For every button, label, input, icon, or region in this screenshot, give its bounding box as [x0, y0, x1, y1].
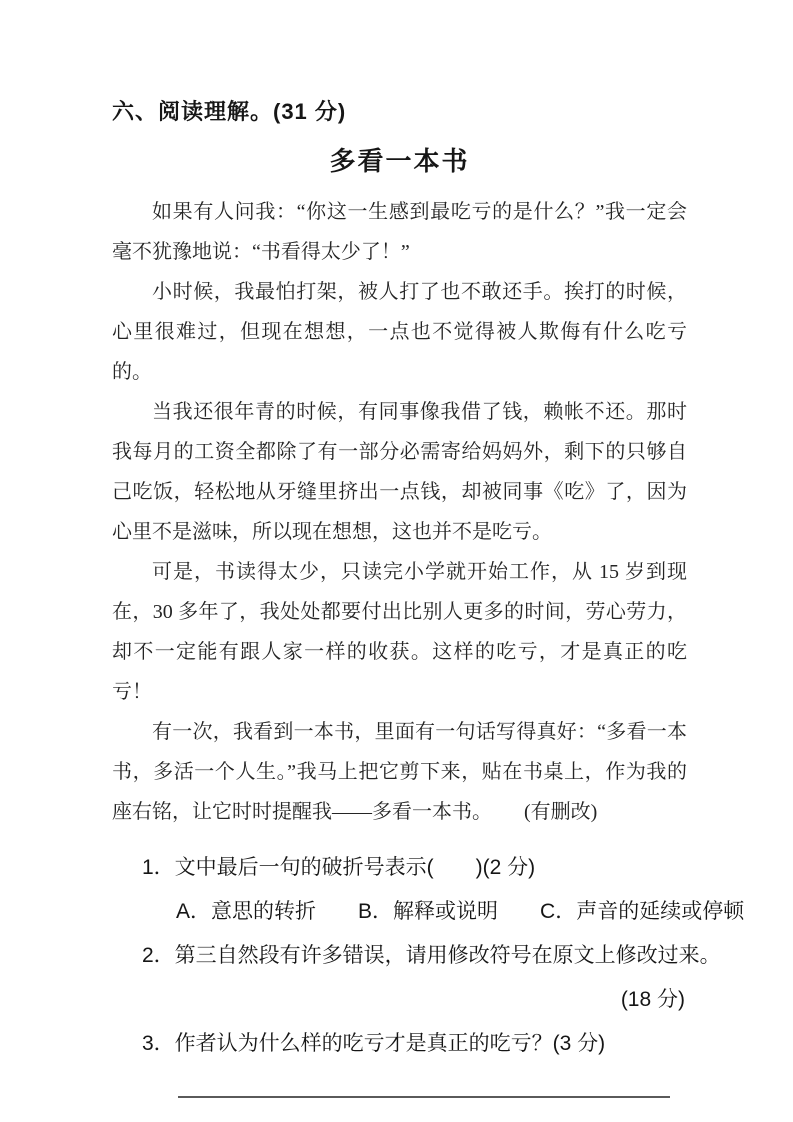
question-3: 3．作者认为什么样的吃亏才是真正的吃亏？(3 分) — [142, 1032, 606, 1055]
question-1-option-a: A．意思的转折 — [176, 900, 317, 923]
passage-paragraph-5-text: 有一次，我看到一本书，里面有一句话写得真好：“多看一本书，多活一个人生。”我马上把它剪下来，贴在书桌上，作为我的座右铭，让它时时提醒我——多看一本书。 — [112, 721, 687, 823]
questions-section — [112, 846, 745, 1098]
question-2: 2．第三自然段有许多错误，请用修改符号在原文上修改过来。 — [142, 944, 721, 967]
source-note: (有删改) — [524, 801, 598, 823]
question-1-option-b: B．解释或说明 — [358, 900, 499, 923]
passage-paragraph-3: 当我还很年青的时候，有同事像我借了钱，赖帐不还。那时我每月的工资全都除了有一部分必需寄给妈妈外，剩下的只够自己吃饭，轻松地从牙缝里挤出一点钱，却被同事《吃》了，因为心里不是滋味，所以现在想想，这也并不是吃亏。 — [112, 401, 687, 543]
passage-title: 多看一本书 — [329, 146, 470, 176]
passage-body — [112, 192, 687, 832]
section-heading: 六、阅读理解。(31 分) — [112, 99, 347, 124]
passage-paragraph-2: 小时候，我最怕打架，被人打了也不敢还手。挨打的时候，心里很难过，但现在想想，一点也不觉得被人欺侮有什么吃亏的。 — [112, 281, 687, 383]
passage-paragraph-5 — [112, 712, 687, 832]
answer-line — [178, 1096, 670, 1098]
page-content — [112, 0, 745, 1098]
passage-paragraph-1: 如果有人问我：“你这一生感到最吃亏的是什么？”我一定会毫不犹豫地说：“书看得太少了！” — [112, 201, 687, 263]
question-1-option-c: C．声音的延续或停顿 — [540, 900, 745, 923]
question-1-options — [176, 890, 745, 934]
passage-paragraph-4: 可是，书读得太少，只读完小学就开始工作，从 15 岁到现在，30 多年了，我处处都要付出比别人更多的时间，劳心劳力，却不一定能有跟人家一样的收获。这样的吃亏，才是真正的吃亏！ — [112, 561, 687, 703]
question-1: 1．文中最后一句的破折号表示( )(2 分) — [142, 856, 536, 879]
question-2-score: (18 分) — [620, 988, 685, 1011]
